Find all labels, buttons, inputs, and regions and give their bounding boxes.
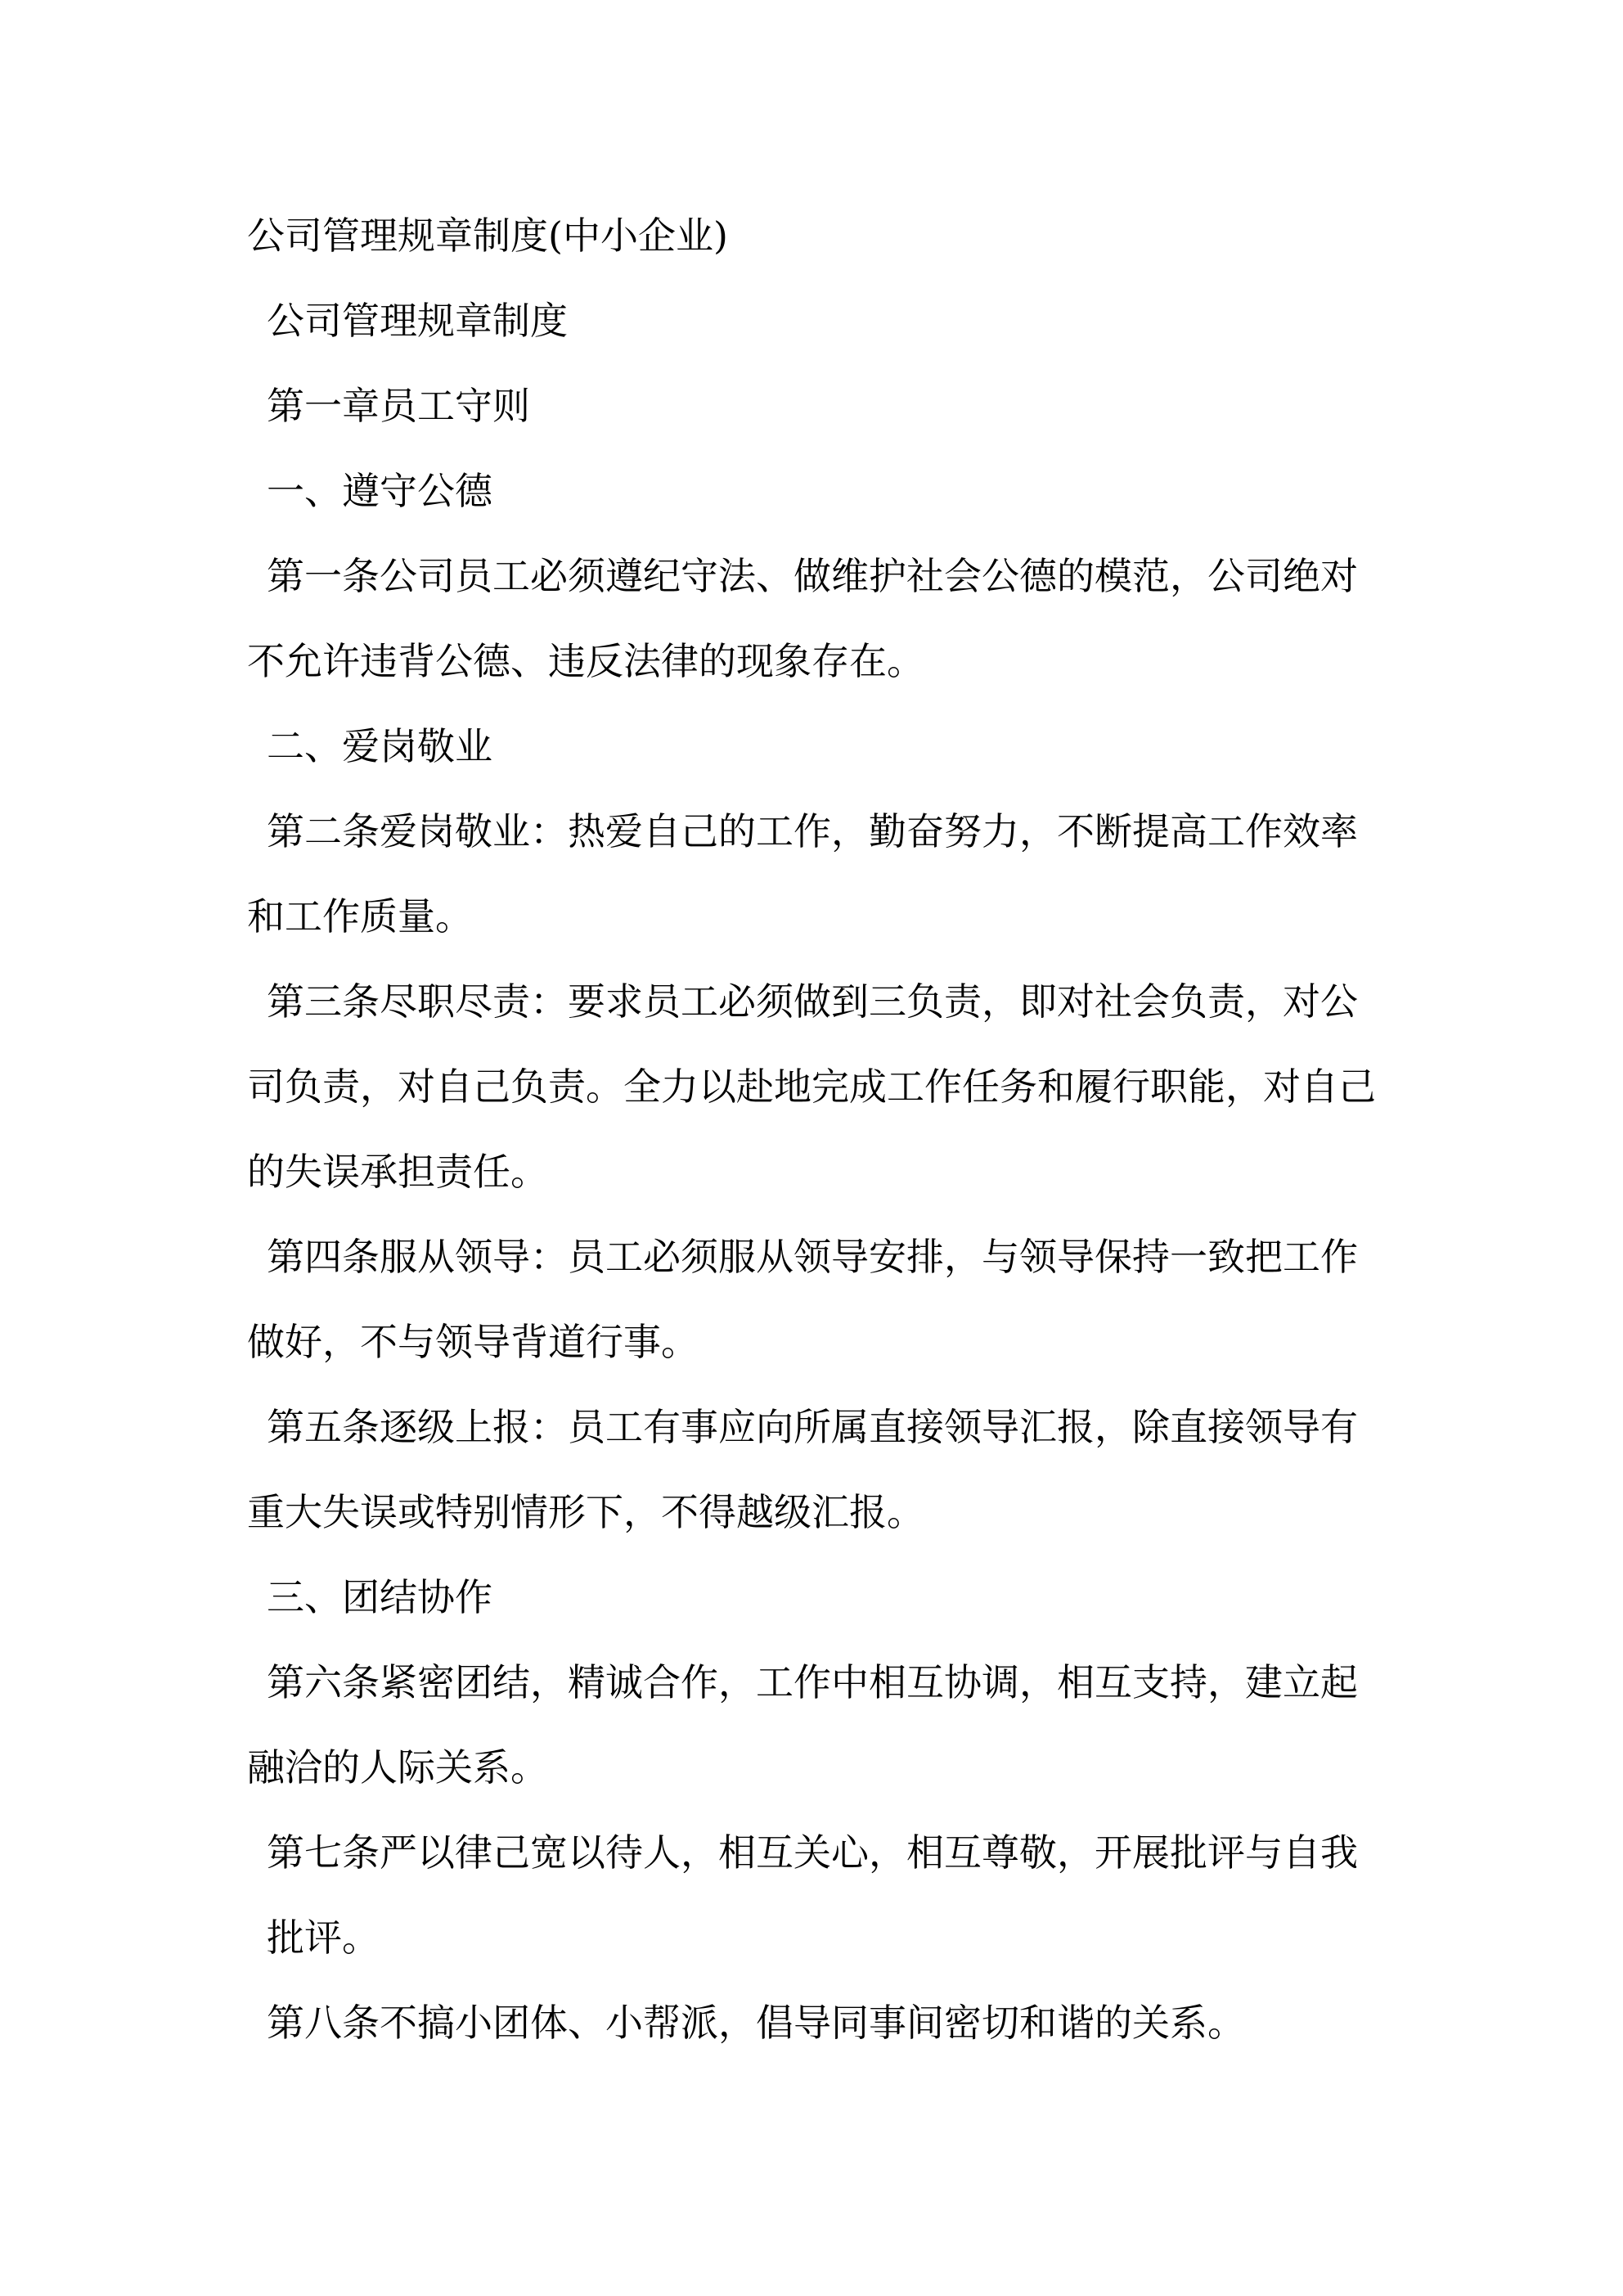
article-6-line-2: 融洽的人际关系。	[247, 1745, 548, 1790]
document-subtitle: 公司管理规章制度	[267, 299, 568, 343]
article-1-line-1: 第一条公司员工必须遵纪守法、做维护社会公德的模范，公司绝对	[267, 554, 1358, 598]
section-heading-2: 二、爱岗敬业	[267, 724, 492, 768]
article-6-line-1: 第六条紧密团结，精诚合作，工作中相互协调，相互支持，建立起	[267, 1660, 1358, 1704]
section-heading-1: 一、遵守公德	[267, 469, 492, 513]
article-3-line-1: 第三条尽职尽责：要求员工必须做到三负责，即对社会负责，对公	[267, 979, 1358, 1024]
article-5-line-2: 重大失误或特别情形下，不得越级汇报。	[247, 1490, 924, 1534]
article-7-line-2: 批评。	[267, 1916, 380, 1960]
article-1-line-2: 不允许违背公德、违反法律的现象存在。	[247, 639, 924, 683]
article-5-line-1: 第五条逐级上报：员工有事应向所属直接领导汇报，除直接领导有	[267, 1405, 1358, 1449]
article-3-line-3: 的失误承担责任。	[247, 1150, 548, 1194]
article-3-line-2: 司负责，对自己负责。全力以赴地完成工作任务和履行职能，对自己	[247, 1065, 1376, 1109]
section-heading-3: 三、团结协作	[267, 1575, 492, 1619]
article-4-line-1: 第四条服从领导：员工必须服从领导安排，与领导保持一致把工作	[267, 1235, 1358, 1279]
article-4-line-2: 做好，不与领导背道行事。	[247, 1320, 699, 1364]
article-7-line-1: 第七条严以律己宽以待人，相互关心，相互尊敬，开展批评与自我	[267, 1830, 1358, 1875]
article-8-line-1: 第八条不搞小团体、小帮派，倡导同事间密切和谐的关系。	[267, 2001, 1245, 2045]
document-title: 公司管理规章制度(中小企业)	[247, 214, 728, 258]
article-2-line-2: 和工作质量。	[247, 894, 473, 939]
article-2-line-1: 第二条爱岗敬业：热爱自己的工作，勤奋努力，不断提高工作效率	[267, 809, 1358, 853]
chapter-heading: 第一章员工守则	[267, 384, 530, 428]
